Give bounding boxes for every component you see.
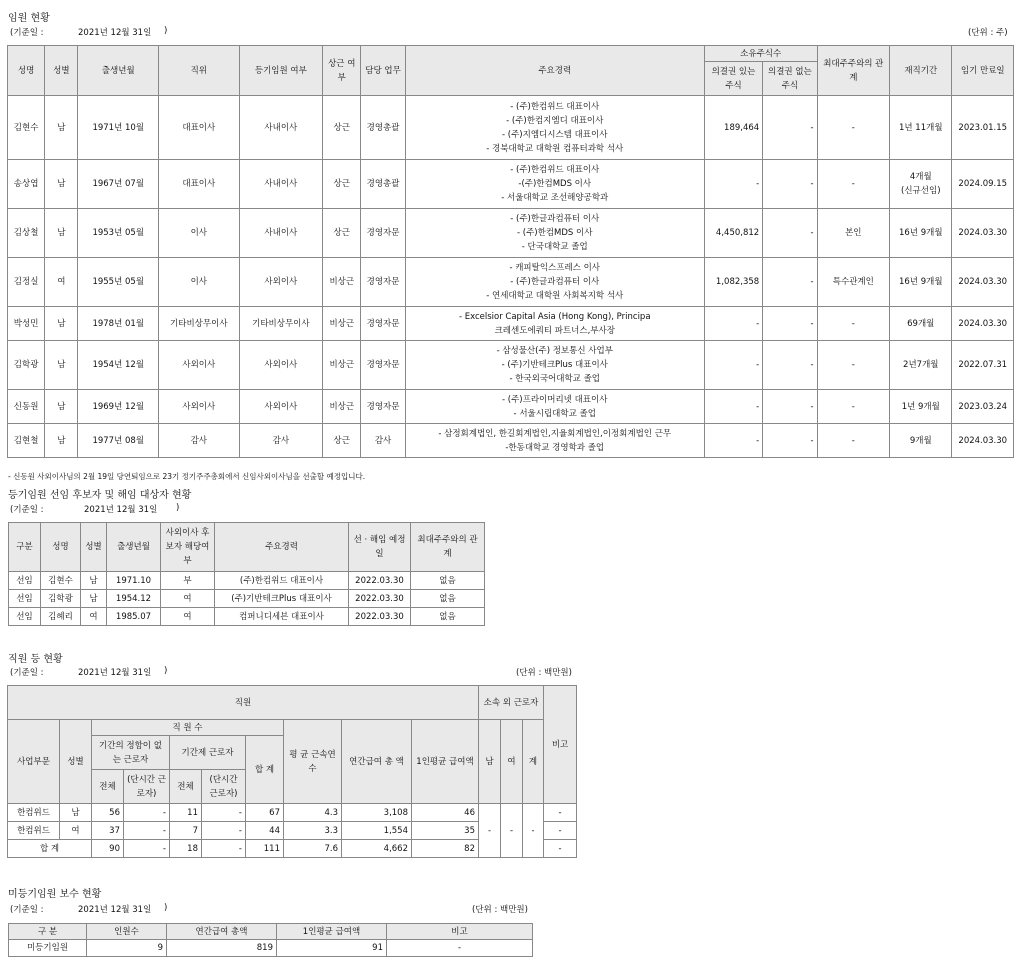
- cell-fulltime: 비상근: [323, 258, 361, 307]
- basis-date: 2021년 12월 31일: [78, 668, 152, 678]
- cell-voting: 189,464: [704, 96, 762, 160]
- cell-birth: 1954년 12월: [78, 341, 159, 390]
- cell-career: [405, 307, 704, 341]
- cell-perm-all: 56: [92, 804, 124, 822]
- career-line: - (주)한컴지엠디 대표이사: [506, 115, 604, 126]
- header-perm-all: 전체: [92, 770, 124, 804]
- career-line: - (주)지엠디시스템 대표이사: [502, 129, 608, 140]
- career-line: - Excelsior Capital Asia (Hong Kong), Principa: [458, 311, 651, 322]
- cell-duty: 감사: [361, 424, 405, 458]
- header-avg-years: 평 균 근속연수: [284, 720, 342, 804]
- candidates-table: [8, 522, 485, 626]
- cell-outsource-sum: -: [523, 804, 544, 858]
- cell-career: [405, 258, 704, 307]
- header-avg: 1인평균 급여액: [277, 924, 387, 940]
- cell-relation: -: [817, 96, 890, 160]
- career-line: - 연세대학교 대학원 사회복지학 석사: [486, 291, 624, 301]
- cell-annual: 3,108: [342, 804, 412, 822]
- cell-position: 사외이사: [159, 341, 240, 390]
- cell-total-years: 7.6: [284, 840, 342, 858]
- cell-avg: 35: [412, 822, 479, 840]
- career-line: - (주)한글과컴퓨터 이사: [510, 277, 600, 287]
- cell-con-part: -: [202, 804, 246, 822]
- cell-career: [405, 424, 704, 458]
- cell-relation: 없음: [411, 590, 485, 608]
- table-row: [8, 424, 1014, 458]
- career-line: 크레센도에쿼티 파트너스,부사장: [494, 325, 615, 336]
- header-gender: 성별: [45, 46, 78, 96]
- cell-relation: 특수관계인: [817, 258, 890, 307]
- cell-gender: 남: [81, 572, 107, 590]
- section-title-unregistered: 미등기임원 보수 현황: [8, 889, 102, 900]
- cell-note: -: [544, 804, 577, 822]
- career-line: - 삼성물산(주) 정보통신 사업부: [496, 346, 613, 356]
- career-line: - 서울대학교 조선해양공학과: [501, 193, 609, 203]
- header-shares: 소유주식수: [704, 46, 817, 62]
- header-staff: 직원: [8, 686, 479, 720]
- cell-duty: 경영자문: [361, 209, 405, 258]
- cell-note: -: [544, 822, 577, 840]
- header-date: 선 · 해임 예정일: [349, 523, 411, 572]
- basis-label: (기준일 :: [10, 505, 44, 515]
- cell-birth: 1971년 10월: [78, 96, 159, 160]
- cell-nonvoting: -: [763, 258, 817, 307]
- cell-total-avg: 82: [412, 840, 479, 858]
- career-line: - 한국외국어대학교 졸업: [509, 374, 601, 384]
- cell-relation: 없음: [411, 608, 485, 626]
- tenure-line: 16년 9개월: [898, 228, 943, 238]
- cell-gender: 남: [45, 96, 78, 160]
- cell-voting: -: [704, 160, 762, 209]
- cell-name: 박성민: [8, 307, 45, 341]
- cell-career: (주)한컴위드 대표이사: [215, 572, 349, 590]
- table-row: [8, 341, 1014, 390]
- unit-label: (단위 : 주): [968, 28, 1008, 38]
- header-perm-part: (단시간 근로자): [124, 770, 170, 804]
- cell-name: 김현수: [41, 572, 81, 590]
- cell-fulltime: 상근: [323, 209, 361, 258]
- cell-voting: -: [704, 424, 762, 458]
- cell-gender: 남: [45, 424, 78, 458]
- cell-nonvoting: -: [763, 160, 817, 209]
- table-row: [8, 258, 1014, 307]
- cell-avg: 46: [412, 804, 479, 822]
- cell-duty: 경영총괄: [361, 160, 405, 209]
- table-row: [9, 572, 485, 590]
- cell-registered: 사내이사: [239, 160, 323, 209]
- cell-name: 김학광: [8, 341, 45, 390]
- table-row: [8, 390, 1014, 424]
- cell-voting: -: [704, 307, 762, 341]
- cell-fulltime: 비상근: [323, 390, 361, 424]
- cell-career: [405, 96, 704, 160]
- header-annual: 연간급여 총액: [167, 924, 277, 940]
- basis-label: (기준일 :: [10, 28, 44, 38]
- cell-term: 2024.03.30: [952, 424, 1014, 458]
- cell-total-total: 111: [246, 840, 284, 858]
- cell-birth: 1971.10: [107, 572, 161, 590]
- header-registered: 등기임원 여부: [239, 46, 323, 96]
- tenure-line: 1년 11개월: [898, 122, 943, 133]
- career-line: -한동대학교 경영학과 졸업: [505, 442, 605, 453]
- basis-close: ): [164, 666, 168, 676]
- cell-gender: 남: [45, 209, 78, 258]
- cell-term: 2023.01.15: [952, 96, 1014, 160]
- cell-tenure: [890, 209, 952, 258]
- cell-kind: 선임: [9, 590, 41, 608]
- cell-name: 김상철: [8, 209, 45, 258]
- table-row: [9, 590, 485, 608]
- cell-position: 이사: [159, 258, 240, 307]
- basis-date: 2021년 12월 31일: [78, 28, 152, 38]
- header-career: 주요경력: [215, 523, 349, 572]
- unit-label: (단위 : 백만원): [516, 668, 572, 678]
- header-name: 성명: [8, 46, 45, 96]
- cell-nonvoting: -: [763, 390, 817, 424]
- cell-perm-part: -: [124, 804, 170, 822]
- header-voting: 의결권 있는 주식: [704, 62, 762, 96]
- cell-total-con-part: -: [202, 840, 246, 858]
- cell-name: 김정실: [8, 258, 45, 307]
- header-kind: 구분: [9, 523, 41, 572]
- cell-name: 신동원: [8, 390, 45, 424]
- cell-relation: -: [817, 341, 890, 390]
- cell-position: 감사: [159, 424, 240, 458]
- cell-term: 2024.09.15: [952, 160, 1014, 209]
- cell-total-note: -: [544, 840, 577, 858]
- header-position: 직위: [159, 46, 240, 96]
- cell-nonvoting: -: [763, 209, 817, 258]
- career-line: - (주)한컴MDS 이사: [517, 228, 593, 238]
- cell-tenure: [890, 96, 952, 160]
- cell-outside: 여: [161, 608, 215, 626]
- cell-term: 2024.03.30: [952, 209, 1014, 258]
- cell-registered: 사내이사: [239, 96, 323, 160]
- cell-birth: 1985.07: [107, 608, 161, 626]
- cell-date: 2022.03.30: [349, 608, 411, 626]
- cell-con-part: -: [202, 822, 246, 840]
- header-per-person: 1인평균 급여액: [412, 720, 479, 804]
- cell-voting: 4,450,812: [704, 209, 762, 258]
- section-title-staff: 직원 등 현황: [8, 654, 63, 665]
- header-contract: 기간제 근로자: [170, 736, 246, 770]
- header-relation: 최대주주와의 관계: [817, 46, 890, 96]
- cell-fulltime: 비상근: [323, 307, 361, 341]
- header-name: 성명: [41, 523, 81, 572]
- cell-registered: 사외이사: [239, 341, 323, 390]
- cell-con-all: 7: [170, 822, 202, 840]
- cell-name: 김현수: [8, 96, 45, 160]
- cell-duty: 경영자문: [361, 307, 405, 341]
- cell-nonvoting: -: [763, 307, 817, 341]
- cell-nonvoting: -: [763, 341, 817, 390]
- basis-label: (기준일 :: [10, 905, 44, 915]
- cell-tenure: [890, 160, 952, 209]
- tenure-note: (신규선임): [901, 186, 941, 196]
- cell-gender: 남: [60, 804, 92, 822]
- table-row: [8, 307, 1014, 341]
- cell-date: 2022.03.30: [349, 572, 411, 590]
- cell-career: 컴퍼니디세븐 대표이사: [215, 608, 349, 626]
- cell-tenure: [890, 424, 952, 458]
- cell-career: [405, 341, 704, 390]
- header-outsource: 소속 외 근로자: [479, 686, 544, 720]
- career-line: - 경북대학교 대학원 컴퓨터과학 석사: [486, 143, 624, 154]
- header-nonvoting: 의결권 없는 주식: [763, 62, 817, 96]
- cell-birth: 1969년 12월: [78, 390, 159, 424]
- table-row: [9, 608, 485, 626]
- cell-gender: 남: [81, 590, 107, 608]
- cell-position: 이사: [159, 209, 240, 258]
- header-kind: 구 분: [9, 924, 87, 940]
- cell-relation: -: [817, 160, 890, 209]
- cell-tenure: [890, 258, 952, 307]
- cell-gender: 남: [45, 160, 78, 209]
- career-line: - (주)한컴위드 대표이사: [510, 165, 600, 175]
- cell-name: 김혜리: [41, 608, 81, 626]
- cell-birth: 1955년 05월: [78, 258, 159, 307]
- cell-annual: 819: [167, 940, 277, 957]
- cell-gender: 여: [60, 822, 92, 840]
- header-relation: 최대주주와의 관계: [411, 523, 485, 572]
- cell-total-annual: 4,662: [342, 840, 412, 858]
- section-title-executives: 임원 현황: [8, 13, 50, 24]
- cell-relation: -: [817, 307, 890, 341]
- cell-birth: 1967년 07월: [78, 160, 159, 209]
- cell-fulltime: 상근: [323, 160, 361, 209]
- cell-gender: 남: [45, 390, 78, 424]
- cell-gender: 남: [45, 307, 78, 341]
- header-birth: 출생년월: [107, 523, 161, 572]
- cell-registered: 기타비상무이사: [239, 307, 323, 341]
- header-female: 여: [501, 720, 523, 804]
- cell-total-con-all: 18: [170, 840, 202, 858]
- cell-fulltime: 비상근: [323, 341, 361, 390]
- cell-career: [405, 160, 704, 209]
- unregistered-pay-table: [8, 923, 533, 957]
- cell-fulltime: 상근: [323, 96, 361, 160]
- cell-term: 2023.03.24: [952, 390, 1014, 424]
- header-duty: 담당 업무: [361, 46, 405, 96]
- cell-relation: -: [817, 424, 890, 458]
- career-line: - 삼정회계법인, 한길회계법인,지율회계법인,이정회계법인 근무: [438, 428, 672, 439]
- header-male: 남: [479, 720, 501, 804]
- basis-close: ): [176, 503, 180, 513]
- cell-name: 송상엽: [8, 160, 45, 209]
- cell-division: 한컴위드: [8, 822, 60, 840]
- header-term: 임기 만료일: [952, 46, 1014, 96]
- cell-birth: 1978년 01월: [78, 307, 159, 341]
- cell-total-perm-all: 90: [92, 840, 124, 858]
- career-line: - (주)기반테크Plus 대표이사: [501, 360, 608, 370]
- cell-total: 44: [246, 822, 284, 840]
- header-permanent: 기간의 정함이 없는 근로자: [92, 736, 170, 770]
- cell-registered: 사외이사: [239, 390, 323, 424]
- cell-note: -: [387, 940, 533, 957]
- header-gender: 성별: [60, 720, 92, 804]
- header-birth: 출생년월: [78, 46, 159, 96]
- header-note: 비고: [544, 686, 577, 804]
- tenure-line: 16년 9개월: [898, 277, 943, 287]
- cell-name: 김현철: [8, 424, 45, 458]
- cell-career: [405, 390, 704, 424]
- cell-perm-all: 37: [92, 822, 124, 840]
- cell-position: 대표이사: [159, 160, 240, 209]
- cell-years: 3.3: [284, 822, 342, 840]
- cell-voting: 1,082,358: [704, 258, 762, 307]
- cell-kind: 선임: [9, 572, 41, 590]
- cell-term: 2024.03.30: [952, 307, 1014, 341]
- tenure-line: 4개월: [909, 172, 932, 182]
- basis-close: ): [164, 26, 168, 36]
- career-line: - (주)한글과컴퓨터 이사: [510, 214, 600, 224]
- header-annual: 연간급여 총 액: [342, 720, 412, 804]
- cell-date: 2022.03.30: [349, 590, 411, 608]
- cell-avg: 91: [277, 940, 387, 957]
- career-line: - (주)프라이머리넷 대표이사: [502, 394, 608, 405]
- table-row: [9, 940, 533, 957]
- header-con-all: 전체: [170, 770, 202, 804]
- basis-date: 2021년 12월 31일: [84, 505, 158, 515]
- table-row: [8, 209, 1014, 258]
- cell-years: 4.3: [284, 804, 342, 822]
- header-count: 인원수: [87, 924, 167, 940]
- cell-birth: 1953년 05월: [78, 209, 159, 258]
- cell-name: 김학광: [41, 590, 81, 608]
- cell-outside: 부: [161, 572, 215, 590]
- cell-position: 사외이사: [159, 390, 240, 424]
- cell-outside: 여: [161, 590, 215, 608]
- career-line: - 캐피탈익스프레스 이사: [509, 263, 601, 273]
- cell-gender: 여: [45, 258, 78, 307]
- header-outside: 사외이사 후보자 해당여부: [161, 523, 215, 572]
- footnote: - 신동원 사외이사님의 2월 19일 당연퇴임으로 23기 정기주주총회에서 신임사외이사님을 선출할 예정입니다.: [8, 472, 366, 481]
- cell-tenure: [890, 390, 952, 424]
- cell-birth: 1977년 08월: [78, 424, 159, 458]
- cell-relation: 본인: [817, 209, 890, 258]
- cell-total-label: 합 계: [8, 840, 92, 858]
- cell-duty: 경영자문: [361, 341, 405, 390]
- unit-label: (단위 : 백만원): [472, 905, 528, 915]
- cell-term: 2022.07.31: [952, 341, 1014, 390]
- career-line: - (주)한컴위드 대표이사: [510, 101, 600, 112]
- cell-career: [405, 209, 704, 258]
- section-title-candidates: 등기임원 선임 후보자 및 해임 대상자 현황: [8, 490, 192, 501]
- table-row: [8, 804, 577, 822]
- header-career: 주요경력: [405, 46, 704, 96]
- cell-registered: 사내이사: [239, 209, 323, 258]
- cell-nonvoting: -: [763, 96, 817, 160]
- header-note: 비고: [387, 924, 533, 940]
- tenure-line: 69개월: [907, 318, 935, 329]
- cell-position: 대표이사: [159, 96, 240, 160]
- header-division: 사업부문: [8, 720, 60, 804]
- cell-career: (주)기반테크Plus 대표이사: [215, 590, 349, 608]
- cell-fulltime: 상근: [323, 424, 361, 458]
- header-sum: 계: [523, 720, 544, 804]
- cell-birth: 1954.12: [107, 590, 161, 608]
- header-count: 직 원 수: [92, 720, 284, 736]
- header-gender: 성별: [81, 523, 107, 572]
- cell-relation: -: [817, 390, 890, 424]
- cell-duty: 경영자문: [361, 258, 405, 307]
- basis-label: (기준일 :: [10, 668, 44, 678]
- staff-table: [7, 685, 577, 858]
- cell-gender: 여: [81, 608, 107, 626]
- cell-term: 2024.03.30: [952, 258, 1014, 307]
- basis-date: 2021년 12월 31일: [78, 905, 152, 915]
- cell-count: 9: [87, 940, 167, 957]
- cell-registered: 감사: [239, 424, 323, 458]
- cell-registered: 사외이사: [239, 258, 323, 307]
- career-line: -(주)한컴MDS 이사: [518, 179, 592, 189]
- career-line: - 서울시립대학교 졸업: [513, 408, 596, 419]
- tenure-line: 2년7개월: [903, 360, 939, 370]
- header-total-count: 합 계: [246, 736, 284, 804]
- cell-tenure: [890, 307, 952, 341]
- basis-close: ): [164, 903, 168, 913]
- cell-total-perm-part: -: [124, 840, 170, 858]
- header-fulltime: 상근 여부: [323, 46, 361, 96]
- cell-tenure: [890, 341, 952, 390]
- cell-annual: 1,554: [342, 822, 412, 840]
- cell-duty: 경영총괄: [361, 96, 405, 160]
- cell-kind: 미등기임원: [9, 940, 87, 957]
- cell-outsource-female: -: [501, 804, 523, 858]
- cell-nonvoting: -: [763, 424, 817, 458]
- cell-gender: 남: [45, 341, 78, 390]
- header-con-part: (단시간 근로자): [202, 770, 246, 804]
- career-line: - 단국대학교 졸업: [521, 242, 588, 252]
- table-row: [8, 96, 1014, 160]
- tenure-line: 1년 9개월: [901, 401, 940, 412]
- cell-con-all: 11: [170, 804, 202, 822]
- cell-division: 한컴위드: [8, 804, 60, 822]
- tenure-line: 9개월: [909, 435, 932, 446]
- cell-outsource-male: -: [479, 804, 501, 858]
- cell-total: 67: [246, 804, 284, 822]
- cell-voting: -: [704, 341, 762, 390]
- cell-perm-part: -: [124, 822, 170, 840]
- cell-voting: -: [704, 390, 762, 424]
- cell-duty: 경영자문: [361, 390, 405, 424]
- table-row: [8, 160, 1014, 209]
- executives-table: [7, 45, 1014, 458]
- cell-kind: 선임: [9, 608, 41, 626]
- cell-position: 기타비상무이사: [159, 307, 240, 341]
- header-tenure: 재직기간: [890, 46, 952, 96]
- cell-relation: 없음: [411, 572, 485, 590]
